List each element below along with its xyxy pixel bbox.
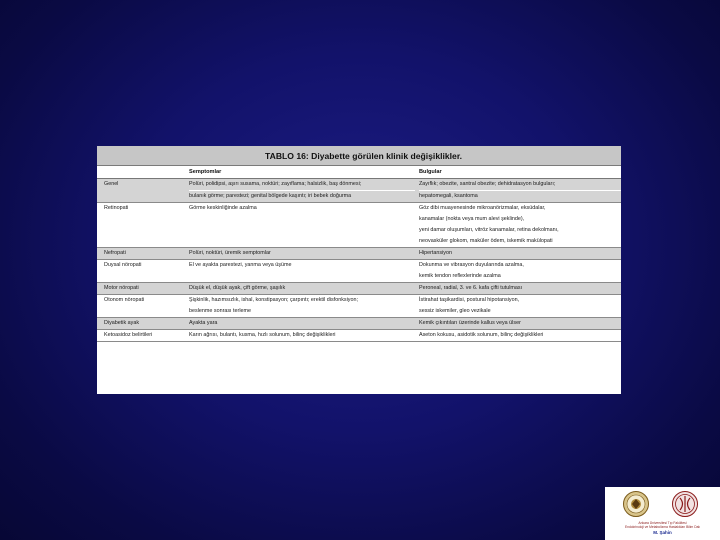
row-symptoms-cell bbox=[183, 203, 415, 247]
row-symptoms-cell bbox=[183, 179, 415, 202]
row-category-cell bbox=[97, 248, 183, 259]
table-row bbox=[97, 260, 621, 283]
row-findings-cell bbox=[415, 179, 621, 202]
header-findings: Bulgular bbox=[419, 169, 442, 175]
row-category: Retinopati bbox=[104, 205, 129, 211]
row-findings-cell bbox=[415, 248, 621, 259]
row-symptoms-cell bbox=[183, 330, 415, 341]
row-symptoms-cell bbox=[183, 283, 415, 294]
symptom-line: Düşük el, düşük ayak, çift görme, şaşılık bbox=[189, 285, 286, 291]
department-emblem-icon bbox=[672, 491, 698, 517]
row-category-cell bbox=[97, 295, 183, 317]
table-body bbox=[97, 179, 621, 342]
symptom-line: Polüri, noktüri, üremik semptomlar bbox=[189, 250, 271, 256]
row-category: Genel bbox=[104, 181, 119, 187]
header-symptoms: Semptomlar bbox=[189, 169, 222, 175]
row-findings-cell bbox=[415, 260, 621, 282]
table-row bbox=[97, 179, 621, 203]
row-findings-cell bbox=[415, 318, 621, 329]
finding-line: İstirahat taşikardisi, postural hipotansiyon, bbox=[419, 297, 520, 303]
finding-line: Kemik çıkıntıları üzerinde kallus veya ülser bbox=[419, 320, 521, 326]
row-category-cell bbox=[97, 179, 183, 202]
row-category-cell bbox=[97, 203, 183, 247]
finding-line: Peroneal, radial, 3. ve 6. kafa çifti tutulması bbox=[419, 285, 523, 291]
row-findings-cell bbox=[415, 330, 621, 341]
finding-line: Aseton kokusu, asidotik solunum, bilinç değişiklikleri bbox=[419, 332, 544, 338]
symptom-line: El ve ayakta parestezi, yanma veya üşüme bbox=[189, 262, 292, 268]
symptom-line: Polüri, polidipsi, aşırı susama, noktüri; zayıflama; halsizlik, baş dönmesi; bbox=[189, 181, 362, 187]
logo-caption-line-2: Endokrinoloji ve Metabolizma Hastalıkları Bilim Dalı bbox=[624, 525, 701, 529]
row-symptoms-cell bbox=[183, 318, 415, 329]
row-findings-cell bbox=[415, 203, 621, 247]
finding-line: Zayıflık; obezite, santral obezite; dehidratasyon bulguları; bbox=[419, 181, 556, 187]
row-symptoms-cell bbox=[183, 295, 415, 317]
finding-line: kanamalar (nokta veya mum alevi şeklinde), bbox=[419, 216, 525, 222]
row-category-cell bbox=[97, 283, 183, 294]
table-row bbox=[97, 330, 621, 342]
symptom-line: bulanık görme; parestezi; genital bölgede kaşıntı; iri bebek doğurma bbox=[189, 190, 415, 202]
row-symptoms-cell bbox=[183, 260, 415, 282]
row-category: Otonom nöropati bbox=[104, 297, 145, 303]
row-category-cell bbox=[97, 260, 183, 282]
row-category-cell bbox=[97, 330, 183, 341]
symptom-line: Şişkinlik, hazımsızlık, ishal, konstipasyon; çarpıntı; erektil disfonksiyon; bbox=[189, 297, 358, 303]
row-category: Nefropati bbox=[104, 250, 126, 256]
finding-line: neovasküler glokom, maküler ödem, iskemik makülopati bbox=[419, 238, 553, 244]
finding-line: Hipertansiyon bbox=[419, 250, 452, 256]
row-category: Motor nöropati bbox=[104, 285, 139, 291]
table-row bbox=[97, 248, 621, 260]
finding-line: sessiz iskemiler, gleo vezikale bbox=[419, 308, 491, 314]
table-header-row bbox=[97, 166, 621, 179]
table-title: TABLO 16: Diyabette görülen klinik değişiklikler. bbox=[97, 146, 621, 166]
row-category-cell bbox=[97, 318, 183, 329]
symptom-line: beslenme sonrası terleme bbox=[189, 308, 252, 314]
symptom-line: Karın ağrısı, bulantı, kusma, hızlı solunum, bilinç değişiklikleri bbox=[189, 332, 336, 338]
table-row bbox=[97, 203, 621, 248]
finding-line: hepatomegali, ksantoma bbox=[419, 190, 621, 202]
institution-logo-panel bbox=[605, 487, 720, 540]
row-symptoms-cell bbox=[183, 248, 415, 259]
row-category: Duysal nöropati bbox=[104, 262, 142, 268]
row-category: Diyabetik ayak bbox=[104, 320, 140, 326]
table-row bbox=[97, 318, 621, 330]
finding-line: yeni damar oluşumları, vitröz kanamalar, retina dekolmanı, bbox=[419, 227, 559, 233]
logo-caption-line-1: Ankara Üniversitesi Tıp Fakültesi bbox=[638, 521, 687, 525]
finding-line: Dokunma ve vibrasyon duyularında azalma, bbox=[419, 262, 524, 268]
university-seal-icon bbox=[623, 491, 649, 517]
symptom-line: Görme keskinliğinde azalma bbox=[189, 205, 257, 211]
finding-line: Göz dibi muayenesinde mikroanörizmalar, eksüdalar, bbox=[419, 205, 546, 211]
symptom-line: Ayakta yara bbox=[189, 320, 218, 326]
row-category: Ketoasidoz belirtileri bbox=[104, 332, 153, 338]
row-findings-cell bbox=[415, 283, 621, 294]
table-row bbox=[97, 283, 621, 295]
header-category bbox=[97, 166, 183, 178]
clinical-changes-table bbox=[97, 146, 621, 394]
finding-line: kemik tendon reflexlerinde azalma bbox=[419, 273, 501, 279]
logo-author: M. Şahin bbox=[653, 530, 672, 535]
table-row bbox=[97, 295, 621, 318]
row-findings-cell bbox=[415, 295, 621, 317]
